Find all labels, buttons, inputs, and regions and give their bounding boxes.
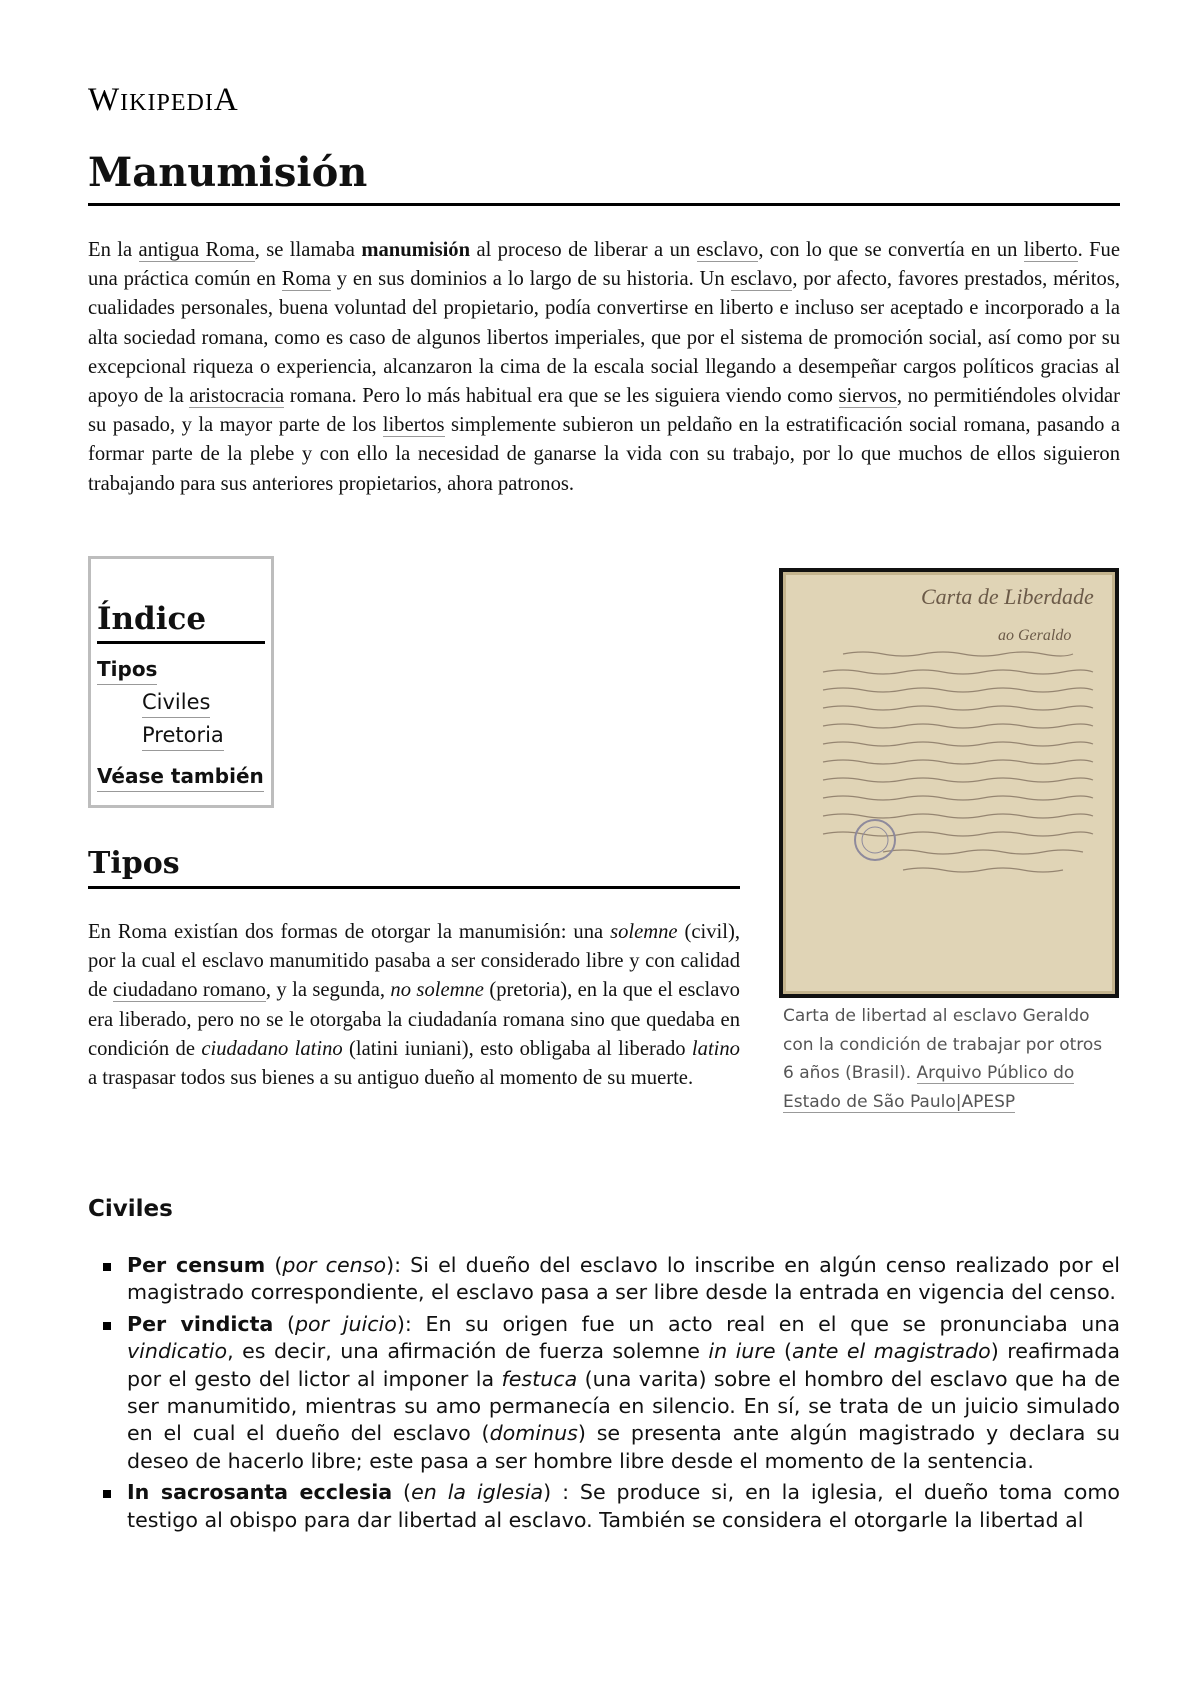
bold-term: Per vindicta — [127, 1311, 274, 1336]
toc-item-tipos[interactable]: Tipos — [97, 654, 157, 685]
article-link[interactable]: esclavo — [696, 239, 759, 261]
toc-title: Índice — [97, 599, 265, 644]
article-link[interactable]: aristocracia — [189, 385, 285, 408]
manuscript-image[interactable] — [779, 568, 1119, 998]
toc-item-vease-tambien[interactable]: Véase también — [97, 761, 264, 792]
page-title: Manumisión — [88, 145, 1120, 206]
italic-term: por juicio — [294, 1311, 397, 1336]
italic-term: dominus — [489, 1421, 578, 1446]
lead-paragraph: En la antigua Roma, se llamaba manumisión al proceso de liberar a un esclavo, con lo que se convertía en un liberto. Fue una práctica común en Roma y en sus dominios a lo largo de su historia. Un esclavo, por afecto, favores prestados, méritos, cualidades personales, buena voluntad del propietario, podía convertirse en liberto e incluso ser aceptado e incorporado a la alta sociedad romana, como es caso de algunos libertos imperiales, que por el sistema de promoción social, así como por su excepcional riqueza o experiencia, alcanzaron la cima de la escala social llegando a desempeñar cargos políticos gracias al apoyo de la aristocracia romana. Pero lo más habitual era que se les siguiera viendo como siervos, no permitiéndoles olvidar su pasado, y la mayor parte de los libertos simplemente subieron un peldaño en la estratificación social romana, pasando a formar parte de la plebe y con ello la necesidad de ganarse la vida con su trabajo, por lo que muchos de ellos siguieron trabajando para sus anteriores propietarios, ahora patronos. — [88, 239, 1121, 495]
list-item: Per vindicta (por juicio): En su origen fue un acto real en el que se pronunciaba una vindicatio, es decir, una afirmación de fuerza solemne in iure (ante el magistrado) reafirmada por el gesto del lictor al imponer la festuca (una varita) sobre el hombro del esclavo que ha de ser manumitido, mientras su amo permanecía en silencio. En sí, se trata de un juicio simulado en el cual el dueño del esclavo (dominus) se presenta ante algún magistrado y declara su deseo de hacerlo libre; este pasa a ser hombre libre desde el momento de la sentencia. — [88, 1311, 1120, 1475]
caption-source-link[interactable]: Arquivo Público do Estado de São Paulo|APESP — [783, 1063, 1075, 1112]
article-link[interactable]: antigua Roma — [138, 239, 255, 261]
table-of-contents — [88, 556, 274, 808]
document-subheading: ao Geraldo — [998, 627, 1072, 644]
civiles-list — [88, 1252, 1120, 1538]
bullet-icon — [103, 1490, 111, 1498]
toc-item-pretoria[interactable]: Pretoria — [142, 720, 224, 751]
tipos-paragraph: En Roma existían dos formas de otorgar la manumisión: una solemne (civil), por la cual el esclavo manumitido pasaba a ser considerado libre y con calidad de ciudadano romano, y la segunda, no solemne (pretoria), en la que el esclavo era liberado, pero no se le otorgaba la ciudadanía romana sino que quedaba en condición de ciudadano latino (latini iuniani), esto obligaba al liberado latino a traspasar todos sus bienes a su antiguo dueño al momento de su muerte. — [88, 921, 740, 1090]
article-link[interactable]: siervos — [838, 385, 897, 408]
bold-term: Per censum — [127, 1253, 266, 1277]
italic-term: ciudadano latino — [201, 1037, 343, 1060]
article-link[interactable]: liberto — [1023, 239, 1078, 261]
list-item: In sacrosanta ecclesia (en la iglesia) : Se produce si, en la iglesia, el dueño toma como testigo al obispo para dar libertad al esclavo. También se considera el otorgarle la libertad al — [88, 1479, 1120, 1534]
document-heading: Carta de Liberdade — [921, 584, 1094, 609]
italic-term: vindicatio — [127, 1339, 228, 1364]
manuscript-drawing — [783, 572, 1115, 994]
italic-term: ante el magistrado — [792, 1339, 991, 1364]
italic-term: no solemne — [390, 979, 484, 1002]
bullet-icon — [103, 1263, 111, 1271]
italic-term: por censo — [282, 1253, 387, 1277]
italic-term: in iure — [708, 1339, 776, 1364]
section-heading-tipos: Tipos — [88, 844, 740, 889]
section-heading-civiles: Civiles — [88, 1196, 173, 1222]
image-caption — [783, 1002, 1103, 1116]
italic-term: solemne — [610, 921, 678, 943]
article-link[interactable]: esclavo — [730, 268, 793, 291]
article-link[interactable]: libertos — [382, 414, 445, 437]
list-item: Per censum (por censo): Si el dueño del esclavo lo inscribe en algún censo realizado por el magistrado correspondiente, el esclavo pasa a ser libre desde la entrada en vigencia del censo. — [88, 1252, 1120, 1307]
bold-term: manumisión — [361, 239, 471, 261]
italic-term: festuca — [501, 1366, 578, 1391]
bullet-icon — [103, 1322, 111, 1330]
italic-term: latino — [691, 1037, 740, 1060]
article-link[interactable]: Roma — [281, 268, 331, 291]
bold-term: In sacrosanta ecclesia — [127, 1480, 393, 1505]
caption-text: Carta de libertad al esclavo Geraldo con la condición de trabajar por otros 6 años (Brasil). — [783, 1006, 1103, 1083]
wikipedia-wordmark[interactable]: WIKIPEDIA — [88, 82, 239, 118]
article-link[interactable]: ciudadano romano — [112, 979, 266, 1002]
italic-term: en la iglesia — [411, 1480, 544, 1505]
toc-item-civiles[interactable]: Civiles — [142, 687, 210, 718]
